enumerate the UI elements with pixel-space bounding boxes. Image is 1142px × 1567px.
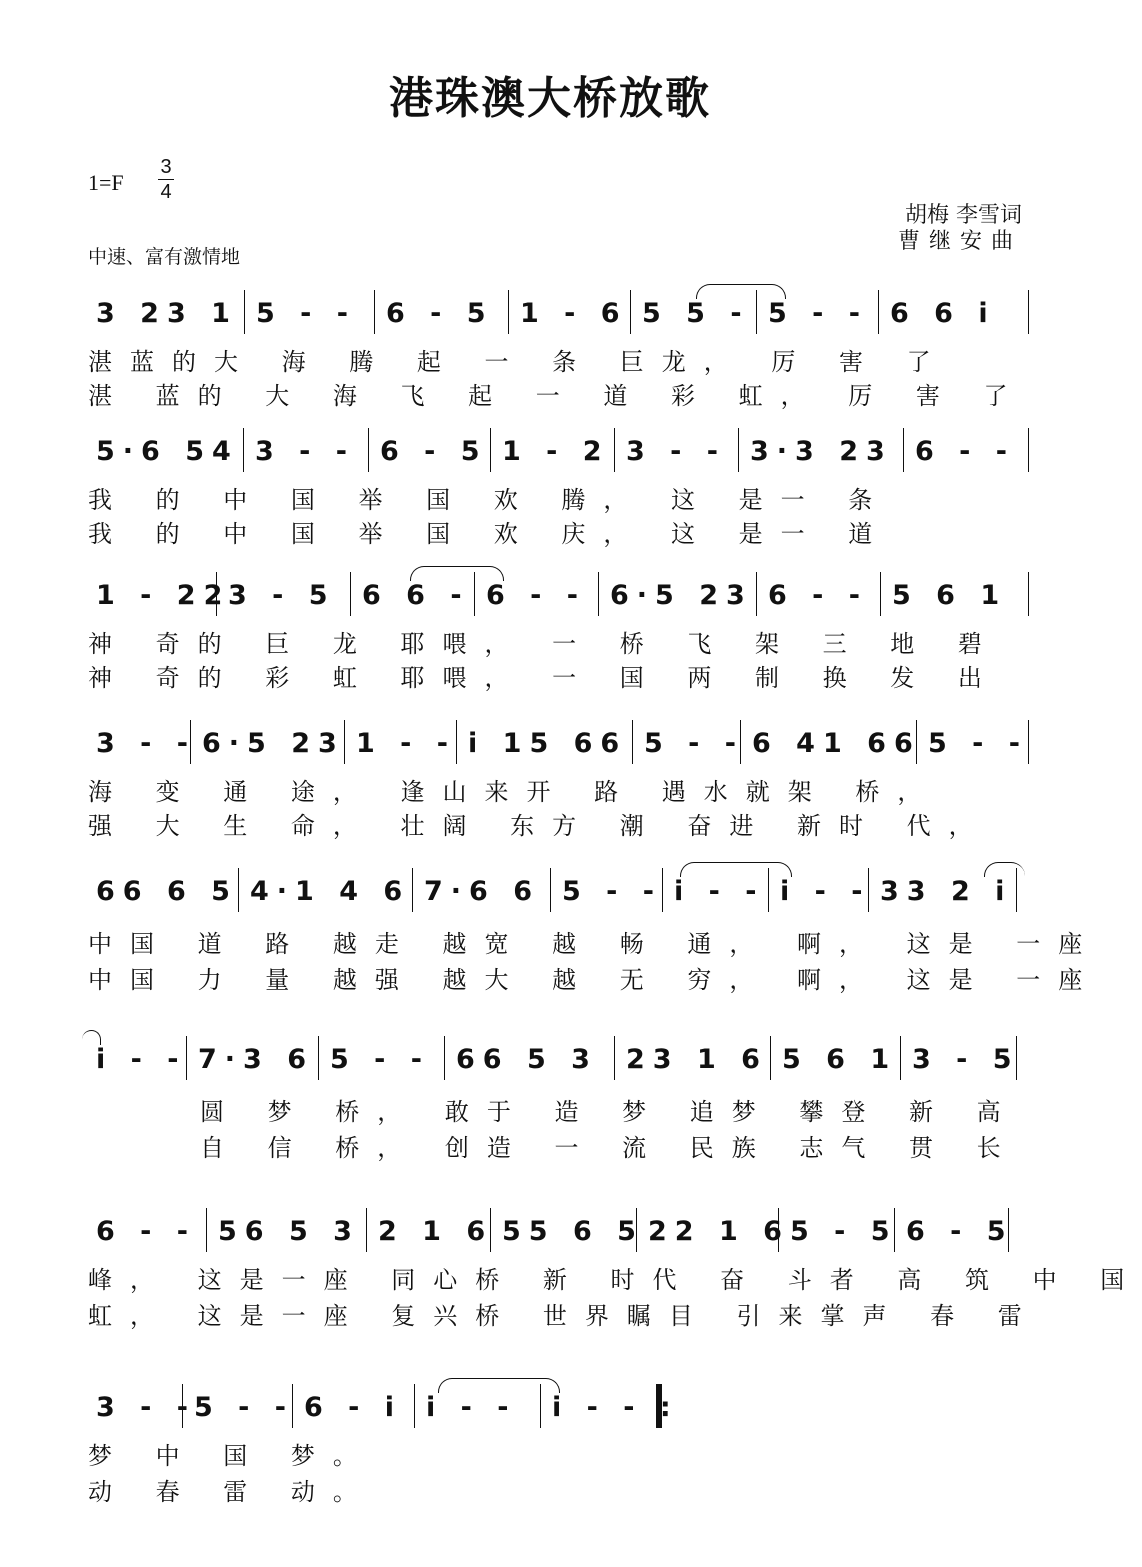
notes: 1 - -: [356, 728, 456, 759]
notes: i - -: [96, 1044, 187, 1075]
notes: 66 5 3: [456, 1044, 598, 1075]
notes: 33 2 i: [880, 876, 1013, 907]
measure: [448, 1036, 613, 1086]
measure: [296, 1384, 411, 1434]
measure: [760, 572, 880, 622]
lyric-verse-2: 神 奇的 彩 虹 耶喂， 一 国 两 制 换 发 出: [88, 664, 1000, 692]
measure: [88, 428, 238, 478]
notes: 6 - -: [915, 436, 1015, 467]
lyric-verse-1: 中国 道 路 越走 越宽 越 畅 通， 啊， 这是 一座: [88, 930, 1101, 958]
measure: [494, 1208, 644, 1258]
tempo-marking: 中速、富有激情地: [88, 246, 241, 268]
measure: [904, 1036, 1020, 1086]
lyric-verse-2: 虹， 这是一座 复兴桥 世界瞩目 引来掌声 春 雷: [88, 1302, 1040, 1330]
notes: 66 6 5: [96, 876, 238, 907]
measure: [247, 428, 367, 478]
measure: [618, 428, 736, 478]
notes: 1 - 6: [520, 298, 628, 329]
notes: 5 - -: [194, 1392, 294, 1423]
measure: [88, 720, 196, 770]
tie-arc: [984, 862, 1025, 877]
notes: 6 41 66: [752, 728, 921, 759]
notes: 2 1 6: [378, 1216, 494, 1247]
notes: i - -: [674, 876, 765, 907]
notation-row: [88, 720, 1033, 770]
measure: [88, 572, 231, 622]
notes: 5 - -: [562, 876, 662, 907]
notes: 5 - -: [330, 1044, 430, 1075]
notes: 56 5 3: [218, 1216, 360, 1247]
measure: [88, 1384, 196, 1434]
lyric-verse-1: 峰， 这是一座 同心桥 新 时代 奋 斗者 高 筑 中 国: [88, 1266, 1142, 1294]
notes: 6 6 -: [362, 580, 470, 611]
notes: 7·6 6: [424, 876, 541, 907]
measure: [372, 428, 490, 478]
notation-row: [88, 428, 1033, 478]
time-signature: [158, 156, 174, 203]
measure: [478, 572, 596, 622]
notes: 22 1 6: [648, 1216, 790, 1247]
measure: [88, 290, 238, 340]
notation-row: [88, 1036, 1033, 1086]
measure: [220, 572, 345, 622]
notes: 6 6 i: [890, 298, 996, 329]
measure: [760, 290, 880, 340]
notes: 1 - 22: [96, 580, 231, 611]
key-signature: 1=F: [88, 170, 124, 195]
notes: 5 6 1: [782, 1044, 898, 1075]
lyric-verse-2: 中国 力 量 越强 越大 越 无 穷， 啊， 这是 一座: [88, 966, 1101, 994]
measure: [512, 290, 632, 340]
measure: [378, 290, 503, 340]
measure: [88, 1036, 187, 1086]
measure: [248, 290, 373, 340]
lyric-verse-2: 我 的 中 国 举 国 欢 庆， 这 是一 道: [88, 520, 891, 548]
notes: 6·5 23: [202, 728, 345, 759]
notes: 6 - 5: [386, 298, 494, 329]
lyric-verse-2: 动 春 雷 动。: [88, 1478, 375, 1506]
notes: 5 - -: [768, 298, 868, 329]
notes: 6·5 23: [610, 580, 753, 611]
measure: [242, 868, 411, 918]
notation-row: [88, 868, 1033, 918]
lyric-verse-1: 湛蓝的大 海 腾 起 一 条 巨龙， 厉 害 了: [88, 348, 949, 376]
notes: 23 1 6: [626, 1044, 768, 1075]
notation-row: [88, 572, 1033, 622]
notes: 6 - i: [304, 1392, 403, 1423]
lyric-verse-2: 自 信 桥， 创造 一 流 民族 志气 贯 长: [200, 1134, 1019, 1162]
notation-row: [88, 290, 1033, 340]
notes: 5 - -: [256, 298, 356, 329]
lyric-verse-1: 梦 中 国 梦。: [88, 1442, 375, 1470]
measure: [618, 1036, 768, 1086]
notes: i 15 66: [468, 728, 628, 759]
notes: 3 - 5: [912, 1044, 1020, 1075]
measure: [544, 1384, 679, 1434]
notes: 5 - -: [644, 728, 744, 759]
measure: [742, 428, 902, 478]
measure: [898, 1208, 1014, 1258]
measure: [460, 720, 630, 770]
measure: [190, 1036, 315, 1086]
notes: 6 - 5: [906, 1216, 1014, 1247]
lyricist-credit: 胡梅 李雪词: [905, 203, 1022, 228]
lyric-verse-2: 强 大 生 命， 壮阔 东方 潮 奋进 新时 代，: [88, 812, 991, 840]
notes: 4·1 4 6: [250, 876, 411, 907]
notes: 6 - -: [768, 580, 868, 611]
notes: 3 - -: [626, 436, 726, 467]
lyric-verse-1: 神 奇的 巨 龙 耶喂， 一 桥 飞 架 三 地 碧: [88, 630, 1000, 658]
notes: i - - :: [552, 1392, 679, 1423]
notes: 3 - -: [96, 1392, 196, 1423]
notes: i - -: [426, 1392, 517, 1423]
notes: 6 - 5: [380, 436, 488, 467]
measure: [782, 1208, 898, 1258]
measure: [636, 720, 744, 770]
lyric-verse-1: 圆 梦 桥， 敢于 造 梦 追梦 攀登 新 高: [200, 1098, 1019, 1126]
measure: [194, 720, 344, 770]
notes: 5·6 54: [96, 436, 239, 467]
lyric-verse-1: 我 的 中 国 举 国 欢 腾， 这 是一 条: [88, 486, 891, 514]
notes: 1 - 2: [502, 436, 610, 467]
notes: 3 - 5: [228, 580, 336, 611]
measure: [416, 868, 544, 918]
measure: [774, 1036, 899, 1086]
measure: [210, 1208, 360, 1258]
notes: 6 - -: [486, 580, 586, 611]
notes: 55 6 5: [502, 1216, 644, 1247]
measure: [602, 572, 752, 622]
notes: 3 - -: [255, 436, 355, 467]
measure: [554, 868, 662, 918]
measure: [884, 572, 1024, 622]
measure: [920, 720, 1028, 770]
measure: [370, 1208, 494, 1258]
notes: 5 6 1: [892, 580, 1008, 611]
notation-row: [88, 1384, 1033, 1434]
measure: [348, 720, 456, 770]
tie-arc: [438, 1378, 560, 1393]
measure: [772, 868, 871, 918]
lyric-verse-2: 湛 蓝的 大 海 飞 起 一 道 彩 虹， 厉 害 了: [88, 382, 1026, 410]
measure: [322, 1036, 438, 1086]
song-title: 港珠澳大桥放歌: [389, 73, 711, 124]
measure: [640, 1208, 790, 1258]
notes: 3 - -: [96, 728, 196, 759]
notes: 5 - 5: [790, 1216, 898, 1247]
composer-credit: 曹继安曲: [897, 229, 1022, 254]
measure: [907, 428, 1027, 478]
measure: [744, 720, 921, 770]
notation-row: [88, 1208, 1033, 1258]
measure: [88, 868, 236, 918]
notes: 7·3 6: [198, 1044, 315, 1075]
time-signature-bottom: 4: [160, 181, 172, 203]
notes: 5 5 -: [642, 298, 750, 329]
measure: [88, 1208, 200, 1258]
lyric-verse-1: 海 变 通 途， 逢山来开 路 遇水就架 桥，: [88, 778, 940, 806]
measure: [494, 428, 612, 478]
notes: 3·3 23: [750, 436, 893, 467]
notes: i - -: [780, 876, 871, 907]
notes: 6 - -: [96, 1216, 196, 1247]
measure: [186, 1384, 294, 1434]
measure: [882, 290, 1027, 340]
notes: 5 - -: [928, 728, 1028, 759]
notes: 3 23 1: [96, 298, 238, 329]
time-signature-top: 3: [160, 156, 172, 178]
